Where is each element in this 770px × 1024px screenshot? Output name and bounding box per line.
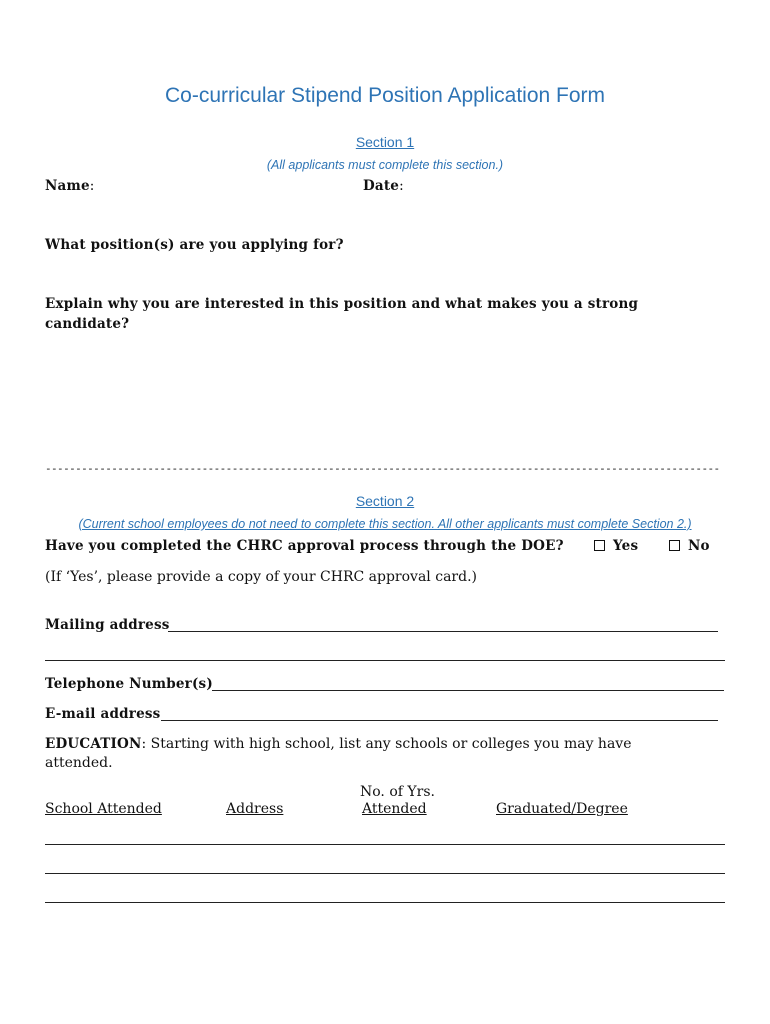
explain-question-line1: Explain why you are interested in this position and what makes you a strong xyxy=(45,296,639,312)
section-1-note: (All applicants must complete this section.) xyxy=(266,158,504,172)
education-instructions-line2: attended. xyxy=(45,755,113,771)
col-graduated-degree: Graduated/Degree xyxy=(496,801,628,817)
section-2-heading: Section 2 xyxy=(355,493,415,509)
section-1-heading: Section 1 xyxy=(355,134,415,150)
email-label: E-mail address xyxy=(45,706,161,722)
chrc-yes-option[interactable]: Yes xyxy=(594,538,638,554)
chrc-note: (If ‘Yes’, please provide a copy of your CHRC approval card.) xyxy=(45,569,477,585)
mailing-address-line-2[interactable] xyxy=(45,660,725,661)
explain-question-line2: candidate? xyxy=(45,316,130,332)
no-checkbox[interactable] xyxy=(669,540,680,551)
page-title: Co-curricular Stipend Position Application Form xyxy=(164,84,606,107)
section-2-note: (Current school employees do not need to complete this section. All other applicants must complete Section 2.) xyxy=(78,517,692,531)
email-line[interactable] xyxy=(161,720,718,721)
telephone-line[interactable] xyxy=(212,690,724,691)
yes-checkbox[interactable] xyxy=(594,540,605,551)
education-row-line[interactable] xyxy=(45,873,725,874)
mailing-address-label: Mailing address xyxy=(45,617,170,633)
education-row-line[interactable] xyxy=(45,844,725,845)
telephone-label: Telephone Number(s) xyxy=(45,676,213,692)
col-address: Address xyxy=(226,801,284,817)
education-instructions: EDUCATION: Starting with high school, list any schools or colleges you may have xyxy=(45,736,632,752)
date-label: Date: xyxy=(363,178,404,194)
col-years-attended: Attended xyxy=(362,801,427,817)
name-label: Name: xyxy=(45,178,95,194)
education-row-line[interactable] xyxy=(45,902,725,903)
mailing-address-line[interactable] xyxy=(168,631,718,632)
col-school-attended: School Attended xyxy=(45,801,162,817)
section-divider: ---------------------------------------------------------------------------------------------------------------- xyxy=(45,462,720,475)
col-years-top: No. of Yrs. xyxy=(360,784,435,800)
chrc-question: Have you completed the CHRC approval process through the DOE? xyxy=(45,538,564,554)
position-question: What position(s) are you applying for? xyxy=(45,237,344,253)
chrc-no-option[interactable]: No xyxy=(669,538,710,554)
